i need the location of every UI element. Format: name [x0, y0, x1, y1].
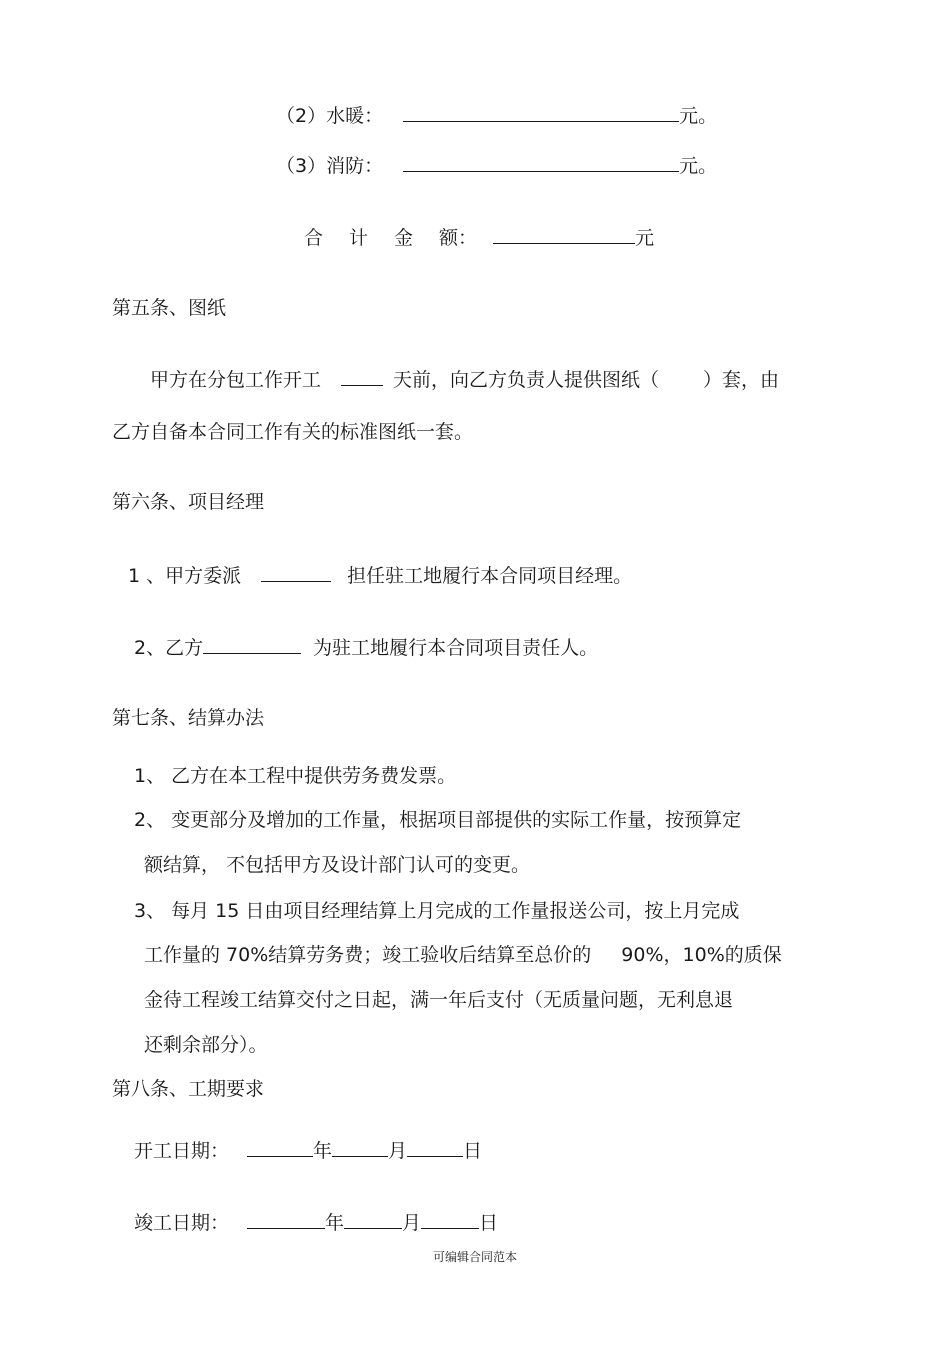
- article-7-item-3-line1: 3、 每月 15 日由项目经理结算上月完成的工作量报送公司，按上月完成: [134, 900, 740, 922]
- text-segment: 天前，向乙方负责人提供图纸（: [393, 369, 660, 391]
- article-6-heading: 第六条、项目经理: [112, 491, 265, 513]
- text-segment: 担任驻工地履行本合同项目经理。: [347, 565, 633, 587]
- manager-blank: [261, 563, 331, 582]
- article-7-heading: 第七条、结算办法: [112, 707, 265, 729]
- total-char: 计: [349, 227, 369, 249]
- day-blank: [407, 1138, 463, 1157]
- article-7-item-3-line3: 金待工程竣工结算交付之日起，满一年后支付（无质量问题，无利息退: [144, 989, 734, 1011]
- item-label: （2）水暖：: [276, 105, 384, 127]
- year-blank: [247, 1210, 325, 1229]
- item-xiaofang-line: [276, 153, 717, 178]
- year-label: 年: [325, 1212, 345, 1234]
- text-segment: 2、乙方: [134, 637, 204, 659]
- end-date-label: 竣工日期：: [134, 1212, 230, 1234]
- end-date-line: [134, 1210, 498, 1235]
- unit-label: 元。: [679, 155, 718, 177]
- start-date-label: 开工日期：: [134, 1140, 230, 1162]
- unit-label: 元。: [679, 105, 718, 127]
- page-footer: 可编辑合同范本: [432, 1250, 517, 1264]
- text-segment: 甲方在分包工作开工: [150, 369, 322, 391]
- text-segment: 1 、甲方委派: [128, 565, 242, 587]
- total-char: 金: [394, 227, 414, 249]
- amount-blank: [403, 103, 679, 122]
- text-segment: 90%，10%的质保: [621, 944, 782, 966]
- total-char: 合: [304, 227, 324, 249]
- article-5-para-line2: 乙方自备本合同工作有关的标准图纸一套。: [112, 421, 474, 443]
- article-7-item-3-line2: [144, 943, 782, 967]
- total-unit: 元: [635, 227, 655, 249]
- article-7-item-2-line1: 2、 变更部分及增加的工作量，根据项目部提供的实际工作量，按预算定: [134, 809, 742, 831]
- month-label: 月: [402, 1212, 422, 1234]
- article-6-item-2: [134, 635, 598, 660]
- article-7-item-2-line2: 额结算， 不包括甲方及设计部门认可的变更。: [144, 854, 531, 876]
- month-label: 月: [388, 1140, 408, 1162]
- total-blank: [493, 225, 635, 244]
- text-segment: 工作量的 70%结算劳务费；竣工验收后结算至总价的: [144, 944, 592, 966]
- month-blank: [344, 1210, 402, 1229]
- day-label: 日: [479, 1212, 499, 1234]
- item-label: （3）消防：: [276, 155, 384, 177]
- text-segment: ）套，由: [703, 369, 780, 391]
- text-segment: 为驻工地履行本合同项目责任人。: [313, 637, 599, 659]
- days-blank: [341, 367, 383, 386]
- start-date-line: [134, 1138, 482, 1163]
- total-amount-line: [304, 225, 654, 250]
- article-7-item-1: 1、 乙方在本工程中提供劳务费发票。: [134, 765, 457, 787]
- item-shuinuan-line: [276, 103, 717, 128]
- article-8-heading: 第八条、工期要求: [112, 1078, 265, 1100]
- article-5-para-line1: [150, 367, 779, 392]
- year-blank: [247, 1138, 313, 1157]
- responsible-blank: [203, 635, 301, 654]
- article-6-item-1: [128, 563, 632, 588]
- amount-blank: [403, 153, 679, 172]
- month-blank: [332, 1138, 388, 1157]
- article-5-heading: 第五条、图纸: [112, 297, 227, 319]
- year-label: 年: [313, 1140, 333, 1162]
- article-7-item-3-line4: 还剩余部分）。: [144, 1034, 268, 1056]
- day-blank: [421, 1210, 479, 1229]
- day-label: 日: [463, 1140, 483, 1162]
- total-label: 额：: [439, 227, 478, 249]
